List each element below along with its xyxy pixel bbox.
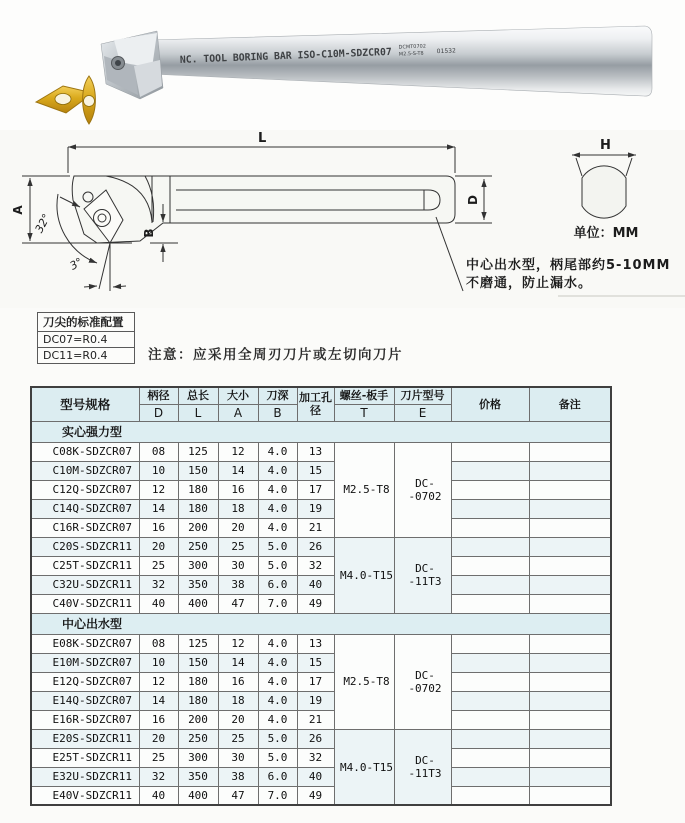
cell-price	[451, 499, 529, 518]
cell-total-length: 180	[178, 691, 218, 710]
cell-cut-depth: 4.0	[258, 518, 297, 537]
cell-total-length: 400	[178, 594, 218, 613]
cell-remark	[529, 786, 611, 805]
cell-total-length: 150	[178, 653, 218, 672]
section-title-0: 实心强力型	[31, 421, 611, 442]
cell-model: E25T-SDZCR11	[31, 748, 139, 767]
cell-screw-wrench: M2.5-T8	[334, 442, 394, 537]
cell-total-length: 200	[178, 710, 218, 729]
dim-label-d: D	[466, 195, 480, 205]
cell-price	[451, 575, 529, 594]
coolant-note-line1: 中心出水型，柄尾部约5-10MM	[466, 258, 671, 273]
cell-shank-dia: 16	[139, 710, 178, 729]
cell-shank-dia: 08	[139, 634, 178, 653]
cell-cut-depth: 5.0	[258, 748, 297, 767]
cell-model: C40V-SDZCR11	[31, 594, 139, 613]
cell-model: C10M-SDZCR07	[31, 461, 139, 480]
cell-remark	[529, 710, 611, 729]
tip-config-row	[38, 348, 135, 364]
col-header-total-length: 总长	[178, 387, 218, 404]
cell-shank-dia: 14	[139, 499, 178, 518]
cell-shank-dia: 10	[139, 461, 178, 480]
cell-cut-depth: 6.0	[258, 575, 297, 594]
cell-bore-dia: 17	[297, 672, 334, 691]
cell-total-length: 350	[178, 767, 218, 786]
cell-bore-dia: 13	[297, 634, 334, 653]
cell-remark	[529, 537, 611, 556]
cell-price	[451, 786, 529, 805]
spec-row	[31, 634, 611, 653]
cell-remark	[529, 480, 611, 499]
cell-model: E16R-SDZCR07	[31, 710, 139, 729]
cell-bore-dia: 26	[297, 729, 334, 748]
bar-engraving-serial: 01532	[436, 47, 456, 56]
spec-row	[31, 767, 611, 786]
cell-price	[451, 653, 529, 672]
spec-row	[31, 537, 611, 556]
cell-price	[451, 537, 529, 556]
cell-cut-depth: 5.0	[258, 537, 297, 556]
cell-bore-dia: 49	[297, 786, 334, 805]
cell-cut-depth: 4.0	[258, 672, 297, 691]
cell-total-length: 400	[178, 786, 218, 805]
spec-row	[31, 653, 611, 672]
cell-bore-dia: 26	[297, 537, 334, 556]
cell-total-length: 180	[178, 499, 218, 518]
cell-shank-dia: 08	[139, 442, 178, 461]
dim-label-h: H	[600, 138, 611, 153]
cell-shank-dia: 14	[139, 691, 178, 710]
cell-remark	[529, 672, 611, 691]
dim-label-l: L	[258, 131, 267, 146]
spec-table-head	[31, 387, 611, 421]
cell-model: E08K-SDZCR07	[31, 634, 139, 653]
cell-cut-depth: 6.0	[258, 767, 297, 786]
col-subheader-e: E	[394, 404, 451, 421]
cell-bore-dia: 40	[297, 575, 334, 594]
cell-cut-depth: 7.0	[258, 786, 297, 805]
cell-cut-depth: 4.0	[258, 653, 297, 672]
cell-bore-dia: 19	[297, 499, 334, 518]
col-header-price: 价格	[451, 387, 529, 421]
col-subheader-b: B	[258, 404, 297, 421]
tip-config-value-dc11: DC11=R0.4	[38, 348, 135, 364]
cell-remark	[529, 575, 611, 594]
col-subheader-l: L	[178, 404, 218, 421]
spec-row	[31, 461, 611, 480]
col-header-size: 大小	[218, 387, 258, 404]
cell-price	[451, 556, 529, 575]
spec-row	[31, 518, 611, 537]
cell-total-length: 125	[178, 442, 218, 461]
cell-bore-dia: 15	[297, 653, 334, 672]
cell-size: 30	[218, 556, 258, 575]
cell-shank-dia: 20	[139, 729, 178, 748]
cell-insert-model: DC--0702	[394, 634, 451, 729]
cell-cut-depth: 4.0	[258, 499, 297, 518]
cell-remark	[529, 767, 611, 786]
spec-row	[31, 575, 611, 594]
cell-model: C16R-SDZCR07	[31, 518, 139, 537]
cell-model: C14Q-SDZCR07	[31, 499, 139, 518]
cell-size: 25	[218, 537, 258, 556]
cell-remark	[529, 556, 611, 575]
cell-remark	[529, 691, 611, 710]
cell-bore-dia: 49	[297, 594, 334, 613]
cell-bore-dia: 21	[297, 710, 334, 729]
section-row-0	[31, 421, 611, 442]
cell-cut-depth: 4.0	[258, 691, 297, 710]
cell-bore-dia: 17	[297, 480, 334, 499]
cell-price	[451, 461, 529, 480]
cell-size: 14	[218, 653, 258, 672]
cell-size: 30	[218, 748, 258, 767]
tip-config-table	[37, 312, 135, 364]
cell-model: C25T-SDZCR11	[31, 556, 139, 575]
cell-cut-depth: 7.0	[258, 594, 297, 613]
section-title-1: 中心出水型	[31, 613, 611, 634]
cell-shank-dia: 12	[139, 672, 178, 691]
cell-total-length: 125	[178, 634, 218, 653]
cell-cut-depth: 4.0	[258, 480, 297, 499]
cell-price	[451, 518, 529, 537]
cell-remark	[529, 653, 611, 672]
cell-bore-dia: 19	[297, 691, 334, 710]
cell-price	[451, 480, 529, 499]
cell-insert-model: DC--11T3	[394, 537, 451, 613]
unit-label: 单位：MM	[573, 226, 639, 241]
cell-cut-depth: 5.0	[258, 729, 297, 748]
dim-label-b: B	[142, 228, 156, 238]
bar-engraving-small-1: DCMT0702	[398, 43, 427, 51]
cell-price	[451, 672, 529, 691]
cell-shank-dia: 25	[139, 556, 178, 575]
cell-bore-dia: 13	[297, 442, 334, 461]
cell-price	[451, 594, 529, 613]
cell-remark	[529, 518, 611, 537]
cell-shank-dia: 12	[139, 480, 178, 499]
angle-label-32: 32°	[32, 211, 54, 236]
cell-size: 47	[218, 786, 258, 805]
cell-size: 20	[218, 518, 258, 537]
spec-row	[31, 786, 611, 805]
cell-shank-dia: 40	[139, 594, 178, 613]
tip-config-title: 刀尖的标准配置	[38, 313, 135, 332]
cell-shank-dia: 32	[139, 767, 178, 786]
tip-config-row	[38, 332, 135, 348]
cell-size: 18	[218, 691, 258, 710]
spec-row	[31, 442, 611, 461]
angle-label-3: 3°	[67, 255, 85, 273]
cell-shank-dia: 32	[139, 575, 178, 594]
col-header-bore-dia: 加工孔径	[297, 387, 334, 421]
spec-row	[31, 710, 611, 729]
col-header-screw-wrench: 螺丝-板手	[334, 387, 394, 404]
cell-total-length: 300	[178, 748, 218, 767]
cell-size: 16	[218, 672, 258, 691]
cell-cut-depth: 4.0	[258, 634, 297, 653]
spec-row	[31, 499, 611, 518]
cell-price	[451, 442, 529, 461]
spec-row	[31, 594, 611, 613]
cell-size: 14	[218, 461, 258, 480]
cell-size: 18	[218, 499, 258, 518]
cell-model: E10M-SDZCR07	[31, 653, 139, 672]
spec-row	[31, 672, 611, 691]
cell-shank-dia: 10	[139, 653, 178, 672]
cell-screw-wrench: M4.0-T15	[334, 537, 394, 613]
cell-bore-dia: 40	[297, 767, 334, 786]
cell-total-length: 250	[178, 729, 218, 748]
spec-table	[30, 386, 612, 806]
cell-bore-dia: 32	[297, 556, 334, 575]
cell-screw-wrench: M2.5-T8	[334, 634, 394, 729]
spec-row	[31, 556, 611, 575]
cell-total-length: 300	[178, 556, 218, 575]
cell-remark	[529, 748, 611, 767]
cell-price	[451, 748, 529, 767]
cell-model: C20S-SDZCR11	[31, 537, 139, 556]
cell-size: 38	[218, 575, 258, 594]
cell-size: 25	[218, 729, 258, 748]
cell-model: C32U-SDZCR11	[31, 575, 139, 594]
cell-model: E14Q-SDZCR07	[31, 691, 139, 710]
cell-remark	[529, 461, 611, 480]
cell-insert-model: DC--0702	[394, 442, 451, 537]
cell-model: E40V-SDZCR11	[31, 786, 139, 805]
cell-bore-dia: 32	[297, 748, 334, 767]
cell-remark	[529, 442, 611, 461]
cell-remark	[529, 594, 611, 613]
cell-total-length: 180	[178, 672, 218, 691]
cell-shank-dia: 40	[139, 786, 178, 805]
spec-row	[31, 480, 611, 499]
cell-insert-model: DC--11T3	[394, 729, 451, 805]
dim-label-a: A	[11, 205, 25, 215]
cell-total-length: 350	[178, 575, 218, 594]
cell-screw-wrench: M4.0-T15	[334, 729, 394, 805]
cell-shank-dia: 16	[139, 518, 178, 537]
cell-price	[451, 767, 529, 786]
cell-model: E20S-SDZCR11	[31, 729, 139, 748]
col-subheader-a: A	[218, 404, 258, 421]
cell-price	[451, 710, 529, 729]
tip-config-value-dc07: DC07=R0.4	[38, 332, 135, 348]
col-header-insert-model: 刀片型号	[394, 387, 451, 404]
cell-remark	[529, 499, 611, 518]
cell-shank-dia: 25	[139, 748, 178, 767]
section-row-1	[31, 613, 611, 634]
cell-cut-depth: 4.0	[258, 461, 297, 480]
cell-cut-depth: 4.0	[258, 710, 297, 729]
cell-bore-dia: 15	[297, 461, 334, 480]
cell-remark	[529, 729, 611, 748]
cell-size: 47	[218, 594, 258, 613]
usage-notice: 注意：应采用全周刃刀片或左切向刀片	[148, 347, 403, 363]
col-subheader-d: D	[139, 404, 178, 421]
cell-model: E32U-SDZCR11	[31, 767, 139, 786]
cell-total-length: 150	[178, 461, 218, 480]
cell-bore-dia: 21	[297, 518, 334, 537]
cell-total-length: 200	[178, 518, 218, 537]
col-header-cut-depth: 刀深	[258, 387, 297, 404]
cell-shank-dia: 20	[139, 537, 178, 556]
cell-cut-depth: 5.0	[258, 556, 297, 575]
col-header-model: 型号规格	[31, 387, 139, 421]
col-header-shank-dia: 柄径	[139, 387, 178, 404]
spec-row	[31, 748, 611, 767]
cell-total-length: 180	[178, 480, 218, 499]
cell-remark	[529, 634, 611, 653]
cell-model: C12Q-SDZCR07	[31, 480, 139, 499]
cell-model: C08K-SDZCR07	[31, 442, 139, 461]
cell-size: 20	[218, 710, 258, 729]
spec-row	[31, 729, 611, 748]
col-header-remark: 备注	[529, 387, 611, 421]
tip-config-title-row	[38, 313, 135, 332]
cell-total-length: 250	[178, 537, 218, 556]
cell-price	[451, 691, 529, 710]
bar-engraving-small-2: M2.5-S-T8	[398, 50, 424, 58]
spec-table-body	[31, 421, 611, 805]
bar-engraving-text: NC. TOOL BORING BAR ISO-C10M-SDZCR07	[179, 46, 397, 66]
cell-size: 38	[218, 767, 258, 786]
cell-price	[451, 729, 529, 748]
product-illustration	[0, 0, 685, 310]
cell-model: E12Q-SDZCR07	[31, 672, 139, 691]
cell-size: 12	[218, 634, 258, 653]
cell-size: 16	[218, 480, 258, 499]
cell-price	[451, 634, 529, 653]
cell-size: 12	[218, 442, 258, 461]
cell-cut-depth: 4.0	[258, 442, 297, 461]
spec-row	[31, 691, 611, 710]
col-subheader-t: T	[334, 404, 394, 421]
coolant-note-line2: 不磨通，防止漏水。	[466, 276, 593, 291]
